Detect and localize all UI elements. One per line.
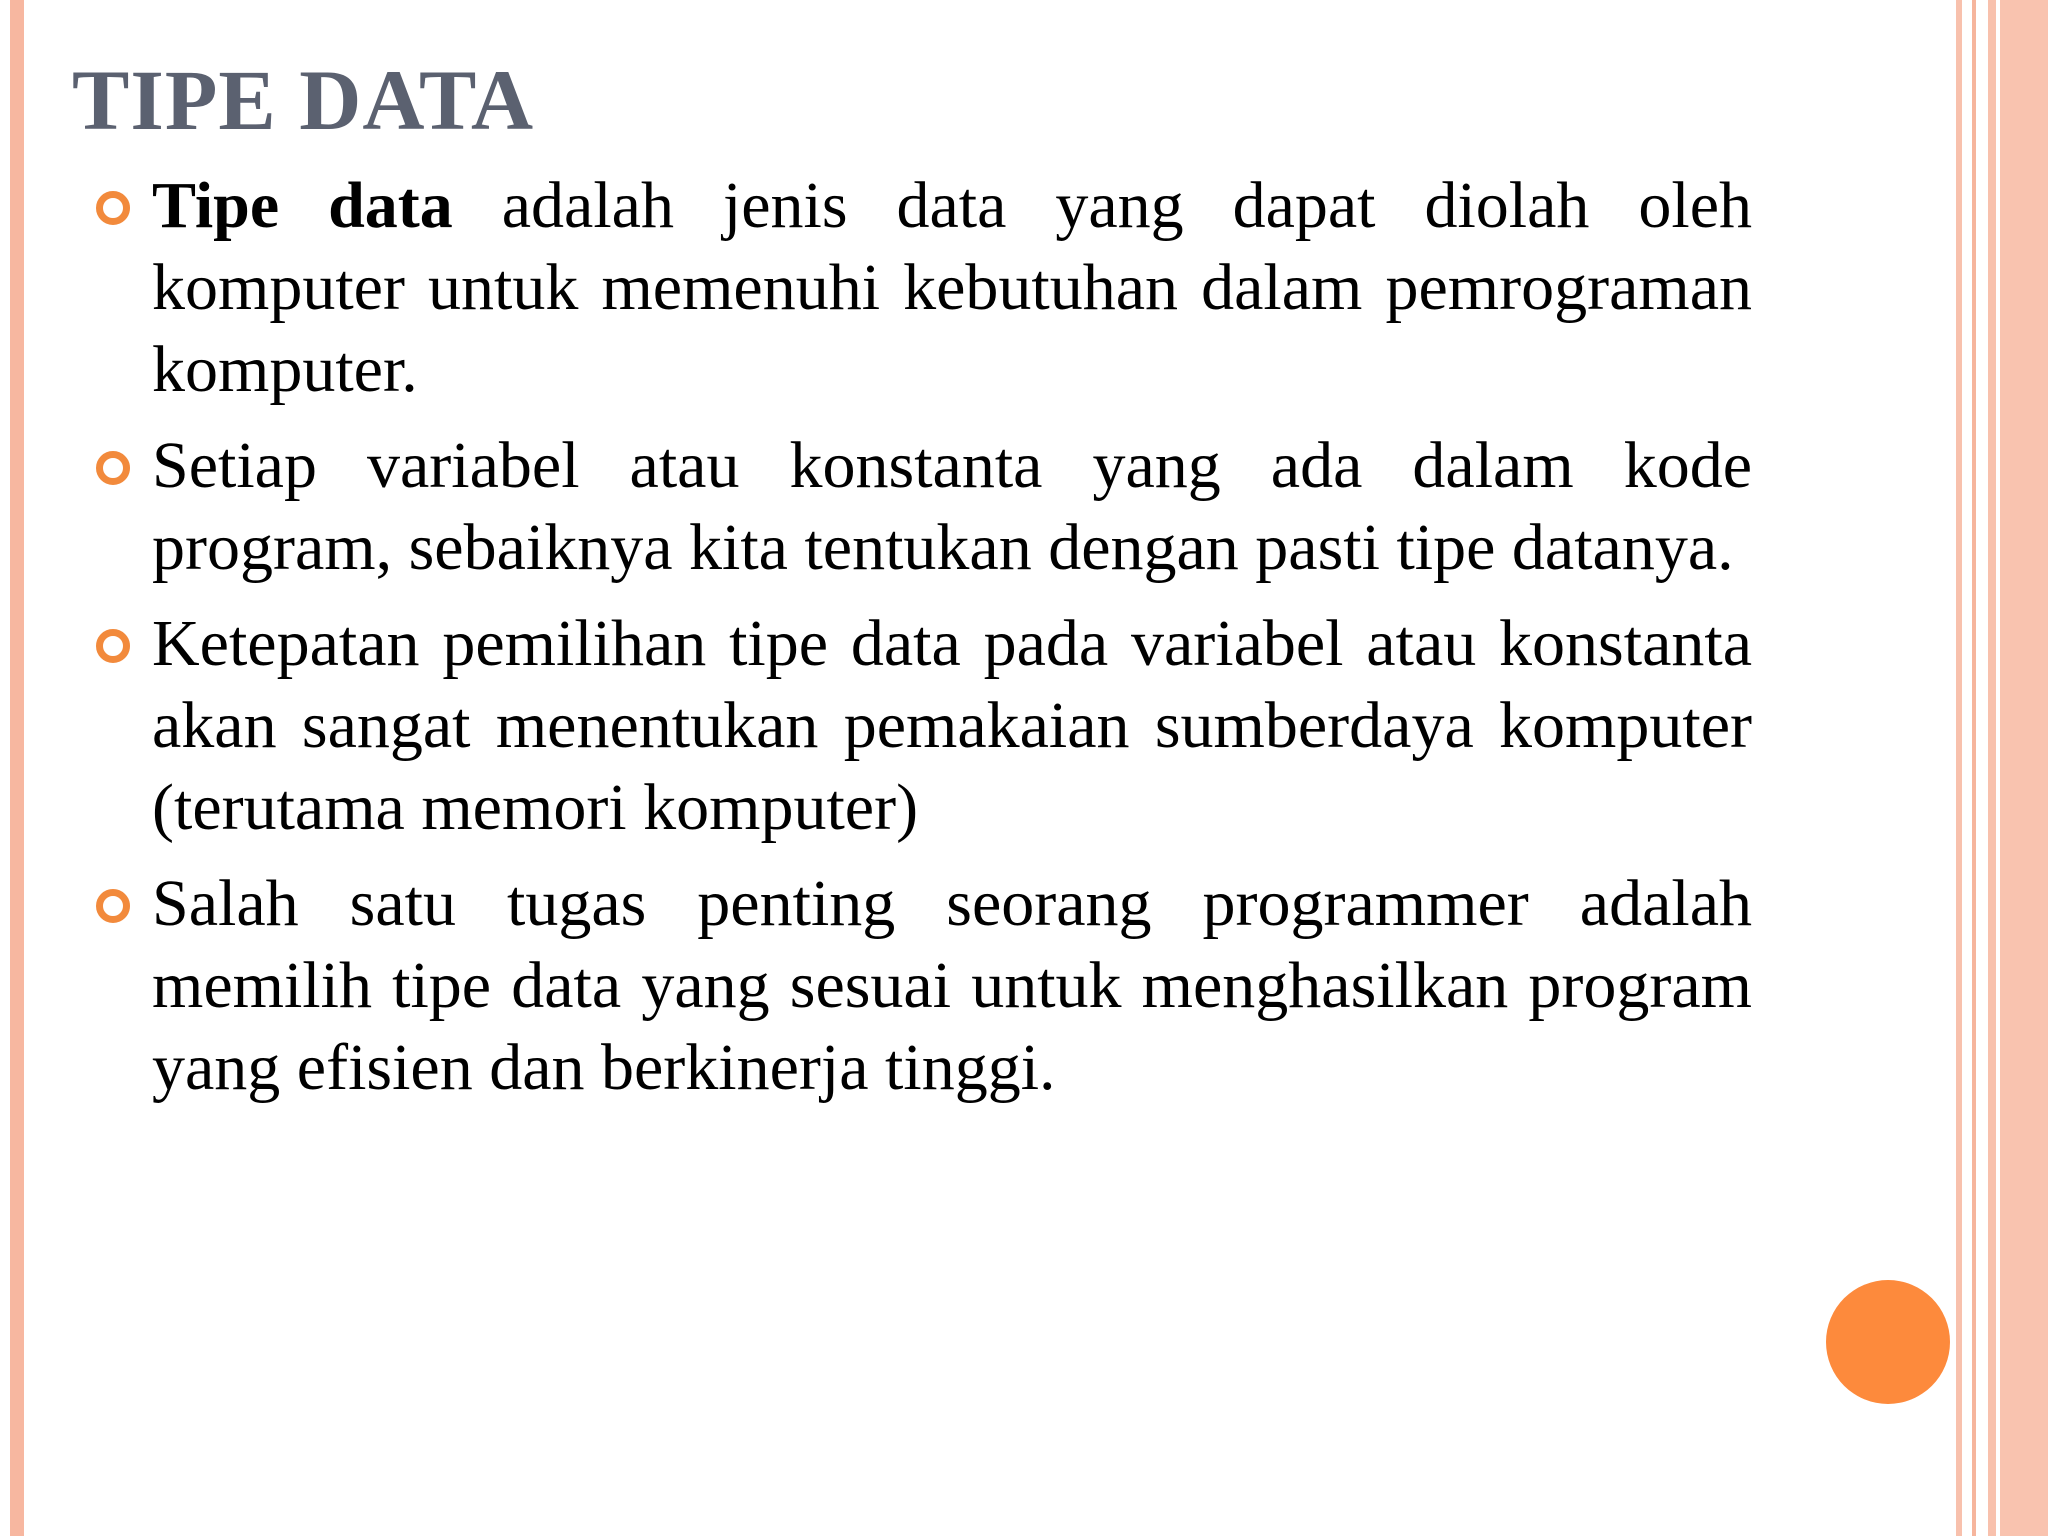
bullet-item (94, 863, 1752, 1109)
orange-circle-decoration-icon (1826, 1280, 1950, 1404)
bullet-list (94, 165, 1752, 1123)
right-border-gap (1976, 0, 1988, 1536)
hollow-circle-bullet-icon (96, 191, 130, 225)
bullet-text: Salah satu tugas penting seorang programmer adalah memilih tipe data yang sesuai untuk menghasilkan program yang efisien dan berkinerja tinggi. (152, 867, 1752, 1104)
bullet-text: Setiap variabel atau konstanta yang ada dalam kode program, sebaiknya kita tentukan dengan pasti tipe datanya. (152, 429, 1752, 584)
bullet-text: Ketepatan pemilihan tipe data pada variabel atau konstanta akan sangat menentukan pemakaian sumberdaya komputer (terutama memori komputer) (152, 607, 1752, 844)
slide-title: TIPE DATA (72, 52, 535, 148)
right-border-gap (1962, 0, 1972, 1536)
right-border-band (2000, 0, 2048, 1536)
right-border-stripe (1988, 0, 1996, 1536)
bullet-bold-term: Tipe data (152, 169, 453, 242)
bullet-item (94, 425, 1752, 589)
left-border-stripe (10, 0, 24, 1536)
bullet-item (94, 603, 1752, 849)
hollow-circle-bullet-icon (96, 451, 130, 485)
hollow-circle-bullet-icon (96, 629, 130, 663)
bullet-item (94, 165, 1752, 411)
hollow-circle-bullet-icon (96, 889, 130, 923)
bullet-text: adalah jenis data yang dapat diolah oleh komputer untuk memenuhi kebutuhan dalam pemrograman komputer. (152, 169, 1752, 406)
